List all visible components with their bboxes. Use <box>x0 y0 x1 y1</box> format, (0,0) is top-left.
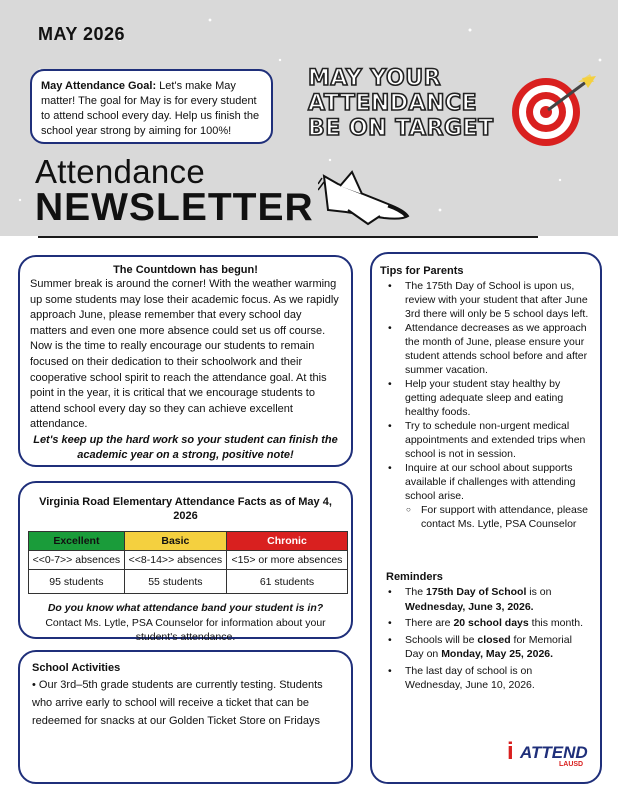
countdown-closing: Let's keep up the hard work so your student can finish the academic year on a strong, positive note! <box>33 433 338 462</box>
goal-text: Let's make May matter! The goal for May is for every student to attend school every day. Help us finish the school year strong by aiming for 100%! <box>41 80 260 137</box>
range-chronic: <15> or more absences <box>226 551 347 570</box>
count-basic: 55 students <box>124 570 226 594</box>
logo-attend: ATTEND <box>520 743 588 762</box>
tip-item: • Help your student stay healthy by getting adequate sleep and eating healthy foods. <box>380 377 590 419</box>
header-excellent: Excellent <box>29 532 125 551</box>
reminder-item: • Schools will be closed for Memorial Day on Monday, May 25, 2026. <box>380 633 590 662</box>
target-slogan <box>308 66 508 141</box>
reminder-item: • There are 20 school days this month. <box>380 616 590 631</box>
tips-list <box>380 279 590 531</box>
reminders-title: Reminders <box>386 571 443 583</box>
tip-item: • Try to schedule non-urgent medical appointments and extended trips when school is not in session. <box>380 419 590 461</box>
slogan-line-2: ATTENDANCE <box>308 91 478 116</box>
title-attendance: Attendance <box>35 153 205 190</box>
countdown-body: Summer break is around the corner! With the weather warming up some students may lose their academic focus. As we rapidly approach June, please remember that every school day matters and even one more absence could set us off course. Now is the time to really encourage our students to remain focused on their dedication to their schoolwork and their cooperative school spirit to reach the attendance goal. At this point in the year, it is critical that we encourage students to attend school every day so they can achieve excellent attendance. <box>30 278 339 431</box>
school-activities-card <box>18 650 353 784</box>
slogan-line-1: MAY YOUR <box>308 66 442 91</box>
countdown-title: The Countdown has begun! <box>113 264 258 276</box>
logo-lausd: LAUSD <box>559 761 584 768</box>
tip-item: • The 175th Day of School is upon us, review with your student that after June 3rd there will only be 5 school days left. <box>380 279 590 321</box>
header-chronic: Chronic <box>226 532 347 551</box>
goal-label: May Attendance Goal: <box>41 80 157 92</box>
reminder-item: • The 175th Day of School is on Wednesday, June 3, 2026. <box>380 585 590 614</box>
attendance-bands-table <box>28 531 348 594</box>
space-shuttle-icon <box>318 170 412 228</box>
tip-item: • Inquire at our school about supports available if challenges with attending school arise. <box>380 461 590 503</box>
issue-month: MAY 2026 <box>38 24 126 44</box>
title-newsletter: NEWSLETTER <box>35 186 314 229</box>
range-basic: <<8-14>> absences <box>124 551 226 570</box>
tip-sub-item: ○ For support with attendance, please contact Ms. Lytle, PSA Counselor <box>380 503 590 531</box>
tips-card <box>370 252 602 784</box>
header-basic: Basic <box>124 532 226 551</box>
facts-question: Do you know what attendance band your student is in? <box>47 602 324 614</box>
activities-title: School Activities <box>32 662 121 674</box>
range-excellent: <<0-7>> absences <box>29 551 125 570</box>
count-excellent: 95 students <box>29 570 125 594</box>
slogan-line-3: BE ON TARGET <box>308 116 494 141</box>
logo-i: i <box>507 738 514 765</box>
target-icon <box>508 72 598 148</box>
count-chronic: 61 students <box>226 570 347 594</box>
facts-title: Virginia Road Elementary Attendance Facts as of May 4, 2026 <box>39 496 332 522</box>
countdown-card <box>18 255 353 467</box>
header-divider <box>38 236 538 238</box>
activities-body: • Our 3rd–5th grade students are currently testing. Students who arrive early to school will receive a ticket that can be redeemed for snacks at our Golden Ticket Store on Fridays <box>32 679 323 727</box>
tips-title: Tips for Parents <box>380 265 464 277</box>
attendance-facts-card <box>18 481 353 643</box>
reminder-item: • The last day of school is on Wednesday, June 10, 2026. <box>380 664 590 693</box>
attendance-goal-box <box>30 69 273 144</box>
i-attend-lausd-logo <box>507 738 589 770</box>
reminders-list <box>380 585 590 693</box>
header-banner <box>0 0 618 236</box>
facts-contact: Contact Ms. Lytle, PSA Counselor for information about your student's attendance. <box>45 617 326 643</box>
tip-item: • Attendance decreases as we approach the month of June, please ensure your student attends school before and after summer vacation. <box>380 321 590 377</box>
